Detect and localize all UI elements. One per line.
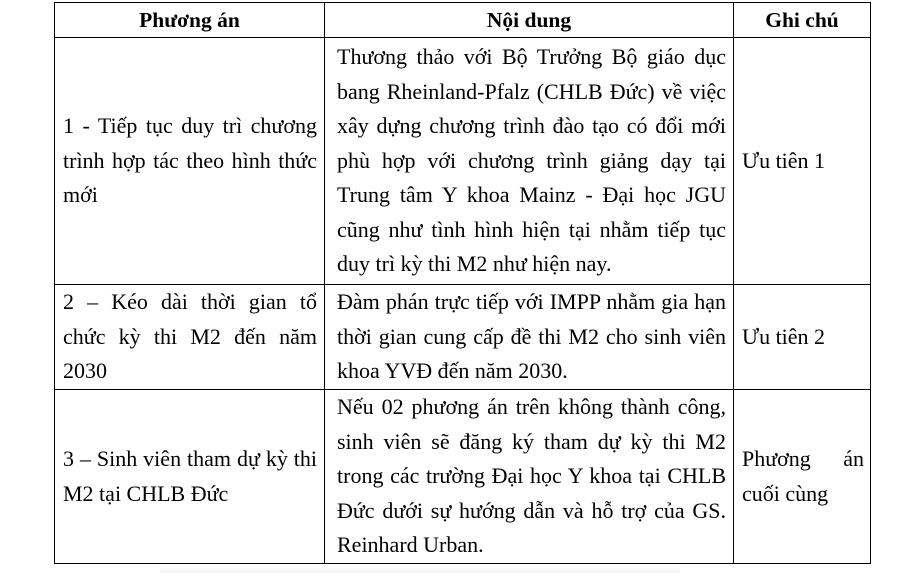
- option-cell: 3 – Sinh viên tham dự kỳ thi M2 tại CHLB Đức: [55, 390, 325, 564]
- note-cell: Phương án cuối cùng: [734, 390, 871, 564]
- note-cell: Ưu tiên 2: [734, 285, 871, 390]
- table-row: [55, 285, 871, 390]
- header-option: Phương án: [55, 3, 325, 38]
- table-header-row: [55, 3, 871, 38]
- options-table: [54, 2, 871, 564]
- header-note: Ghi chú: [734, 3, 871, 38]
- header-content: Nội dung: [325, 3, 734, 38]
- note-cell: Ưu tiên 1: [734, 38, 871, 285]
- table-row: [55, 38, 871, 285]
- content-cell: Nếu 02 phương án trên không thành công, sinh viên sẽ đăng ký tham dự kỳ thi M2 trong các trường Đại học Y khoa tại CHLB Đức dưới sự hướng dẫn và hỗ trợ của GS. Reinhard Urban.: [325, 390, 734, 564]
- cropped-text-edge: [160, 566, 680, 573]
- content-cell: Thương thảo với Bộ Trưởng Bộ giáo dục bang Rheinland-Pfalz (CHLB Đức) về việc xây dựng chương trình đào tạo có đổi mới phù hợp với chương trình giảng dạy tại Trung tâm Y khoa Mainz - Đại học JGU cũng như tình hình hiện tại nhằm tiếp tục duy trì kỳ thi M2 như hiện nay.: [325, 38, 734, 285]
- option-cell: 2 – Kéo dài thời gian tổ chức kỳ thi M2 đến năm 2030: [55, 285, 325, 390]
- option-cell: 1 - Tiếp tục duy trì chương trình hợp tác theo hình thức mới: [55, 38, 325, 285]
- content-cell: Đàm phán trực tiếp với IMPP nhằm gia hạn thời gian cung cấp đề thi M2 cho sinh viên khoa YVĐ đến năm 2030.: [325, 285, 734, 390]
- table-row: [55, 390, 871, 564]
